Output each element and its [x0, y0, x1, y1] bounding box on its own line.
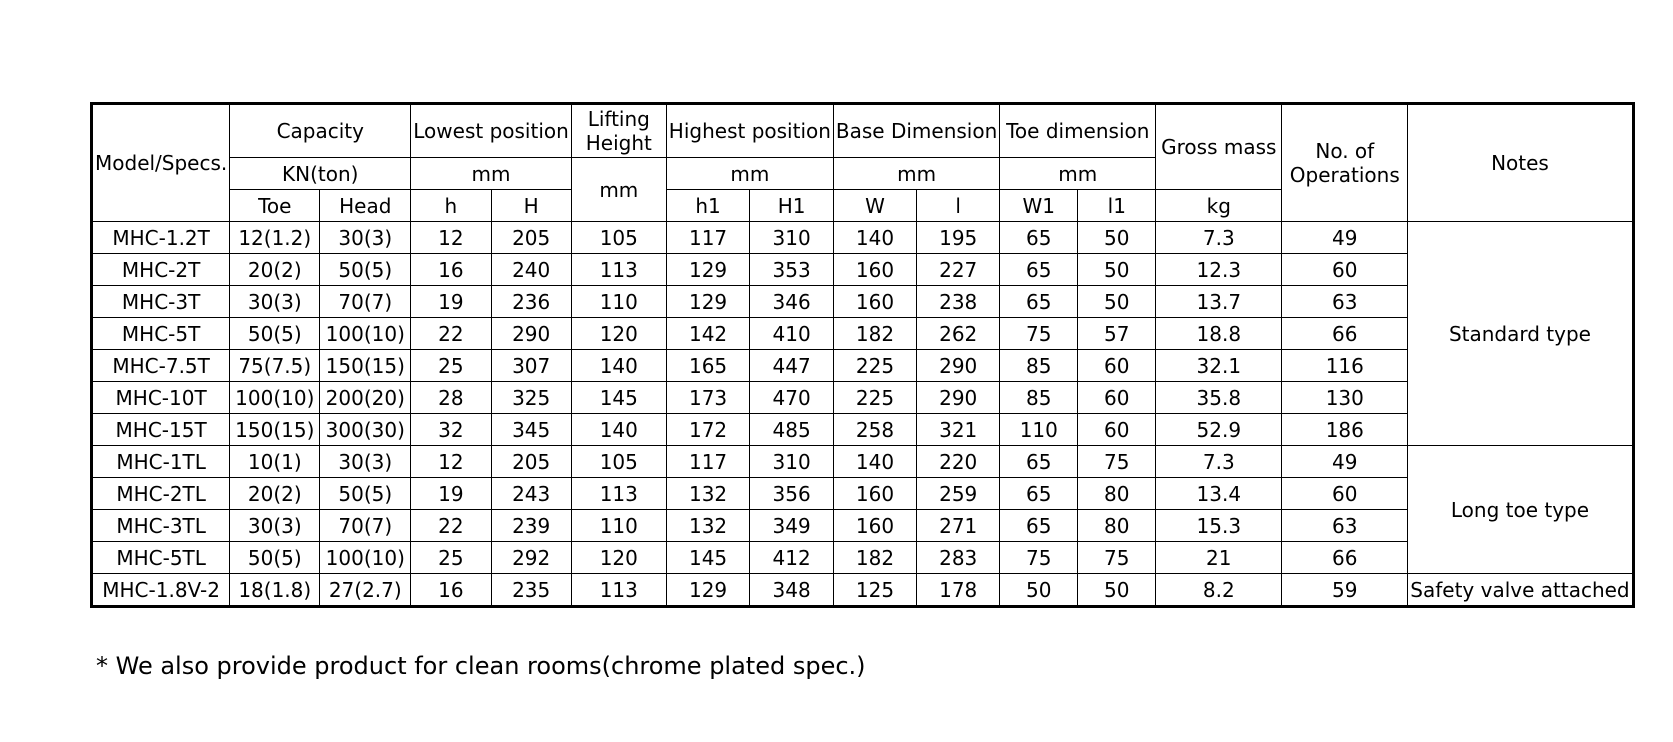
table-cell: 8.2	[1156, 574, 1282, 607]
table-cell: 236	[491, 286, 571, 318]
table-row	[92, 350, 1634, 382]
table-cell: 105	[571, 222, 666, 254]
table-cell: 129	[666, 574, 750, 607]
subheader-H: H	[491, 190, 571, 222]
table-cell: 205	[491, 446, 571, 478]
unit-toe-dimension: mm	[1000, 158, 1156, 190]
table-cell: 150(15)	[320, 350, 411, 382]
table-cell: 145	[666, 542, 750, 574]
table-cell: 22	[411, 510, 491, 542]
table-cell: 132	[666, 478, 750, 510]
table-cell: 271	[917, 510, 1000, 542]
table-cell: 70(7)	[320, 286, 411, 318]
table-cell: 225	[833, 350, 916, 382]
table-cell: 129	[666, 286, 750, 318]
table-cell: 32.1	[1156, 350, 1282, 382]
table-cell: 65	[1000, 510, 1078, 542]
table-body	[92, 222, 1634, 607]
table-cell: 19	[411, 286, 491, 318]
table-cell: MHC-5T	[92, 318, 230, 350]
table-cell: 110	[571, 510, 666, 542]
table-cell: 178	[917, 574, 1000, 607]
table-cell: 140	[571, 414, 666, 446]
table-row	[92, 414, 1634, 446]
table-row	[92, 286, 1634, 318]
table-cell: 65	[1000, 222, 1078, 254]
unit-capacity: KN(ton)	[230, 158, 411, 190]
table-cell: 349	[750, 510, 834, 542]
table-cell: 60	[1078, 414, 1156, 446]
table-cell: 120	[571, 318, 666, 350]
footnote: * We also provide product for clean rooms(chrome plated spec.)	[96, 652, 866, 680]
table-cell: 12	[411, 222, 491, 254]
header-lowest-position: Lowest position	[411, 104, 572, 158]
unit-base: mm	[833, 158, 999, 190]
table-cell: 310	[750, 222, 834, 254]
table-cell: 140	[833, 446, 916, 478]
table-cell: 30(3)	[230, 510, 320, 542]
table-cell: 49	[1282, 446, 1408, 478]
table-cell: 22	[411, 318, 491, 350]
header-notes: Notes	[1408, 104, 1633, 222]
table-cell: 243	[491, 478, 571, 510]
table-cell: 80	[1078, 510, 1156, 542]
table-cell: 66	[1282, 542, 1408, 574]
table-cell: 100(10)	[320, 318, 411, 350]
table-cell: 16	[411, 254, 491, 286]
table-cell: 20(2)	[230, 478, 320, 510]
table-cell: 25	[411, 542, 491, 574]
table-cell: 66	[1282, 318, 1408, 350]
header-capacity: Capacity	[230, 104, 411, 158]
notes-cell-standard: Standard type	[1408, 222, 1633, 446]
table-cell: 116	[1282, 350, 1408, 382]
table-cell: MHC-15T	[92, 414, 230, 446]
table-cell: 65	[1000, 446, 1078, 478]
table-row	[92, 542, 1634, 574]
table-cell: MHC-7.5T	[92, 350, 230, 382]
ops-line1: No. of	[1315, 139, 1375, 163]
header-base-dimension: Base Dimension	[833, 104, 999, 158]
table-cell: 60	[1282, 478, 1408, 510]
table-cell: 63	[1282, 510, 1408, 542]
table-cell: 50	[1078, 222, 1156, 254]
table-cell: 129	[666, 254, 750, 286]
table-cell: 182	[833, 318, 916, 350]
table-cell: 125	[833, 574, 916, 607]
table-cell: 13.7	[1156, 286, 1282, 318]
table-cell: 132	[666, 510, 750, 542]
table-cell: 30(3)	[230, 286, 320, 318]
subheader-toe: Toe	[230, 190, 320, 222]
table-cell: 60	[1282, 254, 1408, 286]
table-cell: 259	[917, 478, 1000, 510]
table-cell: 300(30)	[320, 414, 411, 446]
table-cell: MHC-5TL	[92, 542, 230, 574]
table-cell: 100(10)	[230, 382, 320, 414]
table-cell: 200(20)	[320, 382, 411, 414]
table-cell: MHC-10T	[92, 382, 230, 414]
table-cell: 65	[1000, 478, 1078, 510]
table-row	[92, 254, 1634, 286]
table-cell: 356	[750, 478, 834, 510]
subheader-W: W	[833, 190, 916, 222]
lifting-line2: Height	[585, 131, 652, 155]
table-cell: 205	[491, 222, 571, 254]
subheader-H1: H1	[750, 190, 834, 222]
table-cell: 85	[1000, 382, 1078, 414]
table-cell: 18(1.8)	[230, 574, 320, 607]
table-cell: 310	[750, 446, 834, 478]
subheader-head: Head	[320, 190, 411, 222]
table-cell: 220	[917, 446, 1000, 478]
table-cell: MHC-2TL	[92, 478, 230, 510]
table-cell: 447	[750, 350, 834, 382]
table-cell: 30(3)	[320, 222, 411, 254]
subheader-l: l	[917, 190, 1000, 222]
table-cell: 227	[917, 254, 1000, 286]
table-cell: 63	[1282, 286, 1408, 318]
table-cell: 117	[666, 222, 750, 254]
table-cell: 173	[666, 382, 750, 414]
table-cell: 30(3)	[320, 446, 411, 478]
header-toe-dimension: Toe dimension	[1000, 104, 1156, 158]
table-cell: 75	[1000, 542, 1078, 574]
table-cell: 50	[1078, 286, 1156, 318]
table-cell: 412	[750, 542, 834, 574]
table-cell: 283	[917, 542, 1000, 574]
table-cell: 50(5)	[230, 318, 320, 350]
table-cell: 85	[1000, 350, 1078, 382]
lifting-line1: Lifting	[587, 107, 650, 131]
subheader-l1: l1	[1078, 190, 1156, 222]
unit-lifting: mm	[571, 158, 666, 222]
table-cell: 160	[833, 286, 916, 318]
table-cell: 142	[666, 318, 750, 350]
table-cell: 21	[1156, 542, 1282, 574]
table-cell: 28	[411, 382, 491, 414]
table-cell: 258	[833, 414, 916, 446]
table-cell: 13.4	[1156, 478, 1282, 510]
table-cell: 110	[571, 286, 666, 318]
table-cell: 165	[666, 350, 750, 382]
table-cell: 195	[917, 222, 1000, 254]
table-row	[92, 446, 1634, 478]
table-cell: 50(5)	[230, 542, 320, 574]
table-cell: 50	[1078, 574, 1156, 607]
table-cell: 235	[491, 574, 571, 607]
table-cell: 240	[491, 254, 571, 286]
table-cell: 65	[1000, 254, 1078, 286]
table-cell: 50	[1000, 574, 1078, 607]
spec-table	[90, 102, 1635, 608]
table-cell: 113	[571, 254, 666, 286]
subheader-h: h	[411, 190, 491, 222]
table-cell: 12(1.2)	[230, 222, 320, 254]
table-cell: 7.3	[1156, 222, 1282, 254]
table-cell: MHC-2T	[92, 254, 230, 286]
table-cell: 410	[750, 318, 834, 350]
table-cell: 348	[750, 574, 834, 607]
table-cell: 7.3	[1156, 446, 1282, 478]
table-cell: 345	[491, 414, 571, 446]
table-row	[92, 382, 1634, 414]
unit-highest: mm	[666, 158, 833, 190]
table-cell: 485	[750, 414, 834, 446]
table-cell: 290	[491, 318, 571, 350]
table-cell: 75(7.5)	[230, 350, 320, 382]
table-cell: 105	[571, 446, 666, 478]
table-cell: 130	[1282, 382, 1408, 414]
table-cell: 50	[1078, 254, 1156, 286]
table-cell: 140	[833, 222, 916, 254]
table-cell: 110	[1000, 414, 1078, 446]
subheader-W1: W1	[1000, 190, 1078, 222]
unit-lowest: mm	[411, 158, 572, 190]
table-cell: 225	[833, 382, 916, 414]
table-cell: 16	[411, 574, 491, 607]
table-cell: MHC-3TL	[92, 510, 230, 542]
ops-line2: Operations	[1289, 163, 1400, 187]
table-cell: 238	[917, 286, 1000, 318]
table-cell: 18.8	[1156, 318, 1282, 350]
table-cell: 75	[1078, 446, 1156, 478]
table-cell: 35.8	[1156, 382, 1282, 414]
table-cell: 346	[750, 286, 834, 318]
table-cell: MHC-1TL	[92, 446, 230, 478]
table-cell: 57	[1078, 318, 1156, 350]
table-cell: 470	[750, 382, 834, 414]
table-cell: MHC-1.8V-2	[92, 574, 230, 607]
table-cell: 290	[917, 350, 1000, 382]
table-cell: 60	[1078, 382, 1156, 414]
table-cell: 160	[833, 478, 916, 510]
table-cell: 50(5)	[320, 478, 411, 510]
header-operations	[1282, 104, 1408, 222]
table-cell: 307	[491, 350, 571, 382]
table-row	[92, 318, 1634, 350]
subheader-h1: h1	[666, 190, 750, 222]
table-cell: 113	[571, 478, 666, 510]
table-row	[92, 574, 1634, 607]
table-cell: 160	[833, 254, 916, 286]
table-row	[92, 510, 1634, 542]
table-cell: 65	[1000, 286, 1078, 318]
table-cell: 50(5)	[320, 254, 411, 286]
table-cell: 117	[666, 446, 750, 478]
table-cell: 20(2)	[230, 254, 320, 286]
table-cell: 290	[917, 382, 1000, 414]
table-cell: 12.3	[1156, 254, 1282, 286]
table-cell: 160	[833, 510, 916, 542]
table-cell: 321	[917, 414, 1000, 446]
table-cell: 75	[1000, 318, 1078, 350]
table-cell: 19	[411, 478, 491, 510]
table-cell: 353	[750, 254, 834, 286]
table-cell: 49	[1282, 222, 1408, 254]
table-cell: 75	[1078, 542, 1156, 574]
table-cell: 15.3	[1156, 510, 1282, 542]
table-cell: 140	[571, 350, 666, 382]
table-cell: 120	[571, 542, 666, 574]
table-cell: 32	[411, 414, 491, 446]
table-cell: 52.9	[1156, 414, 1282, 446]
table-cell: 100(10)	[320, 542, 411, 574]
table-cell: 150(15)	[230, 414, 320, 446]
table-cell: 12	[411, 446, 491, 478]
table-cell: 59	[1282, 574, 1408, 607]
table-cell: 10(1)	[230, 446, 320, 478]
table-cell: 262	[917, 318, 1000, 350]
header-highest-position: Highest position	[666, 104, 833, 158]
table-cell: 70(7)	[320, 510, 411, 542]
table-header	[92, 104, 1634, 222]
table-cell: 113	[571, 574, 666, 607]
table-cell: MHC-1.2T	[92, 222, 230, 254]
table-cell: 292	[491, 542, 571, 574]
table-cell: MHC-3T	[92, 286, 230, 318]
table-row	[92, 222, 1634, 254]
unit-gross-mass: kg	[1156, 190, 1282, 222]
table-cell: 172	[666, 414, 750, 446]
table-cell: 145	[571, 382, 666, 414]
notes-cell-safety: Safety valve attached	[1408, 574, 1633, 607]
table-cell: 60	[1078, 350, 1156, 382]
header-model: Model/Specs.	[92, 104, 230, 222]
table-cell: 80	[1078, 478, 1156, 510]
header-lifting-height	[571, 104, 666, 158]
table-cell: 325	[491, 382, 571, 414]
table-cell: 27(2.7)	[320, 574, 411, 607]
table-cell: 186	[1282, 414, 1408, 446]
table-cell: 239	[491, 510, 571, 542]
table-cell: 182	[833, 542, 916, 574]
table-cell: 25	[411, 350, 491, 382]
header-gross-mass: Gross mass	[1156, 104, 1282, 190]
notes-cell-long-toe: Long toe type	[1408, 446, 1633, 574]
table-row	[92, 478, 1634, 510]
